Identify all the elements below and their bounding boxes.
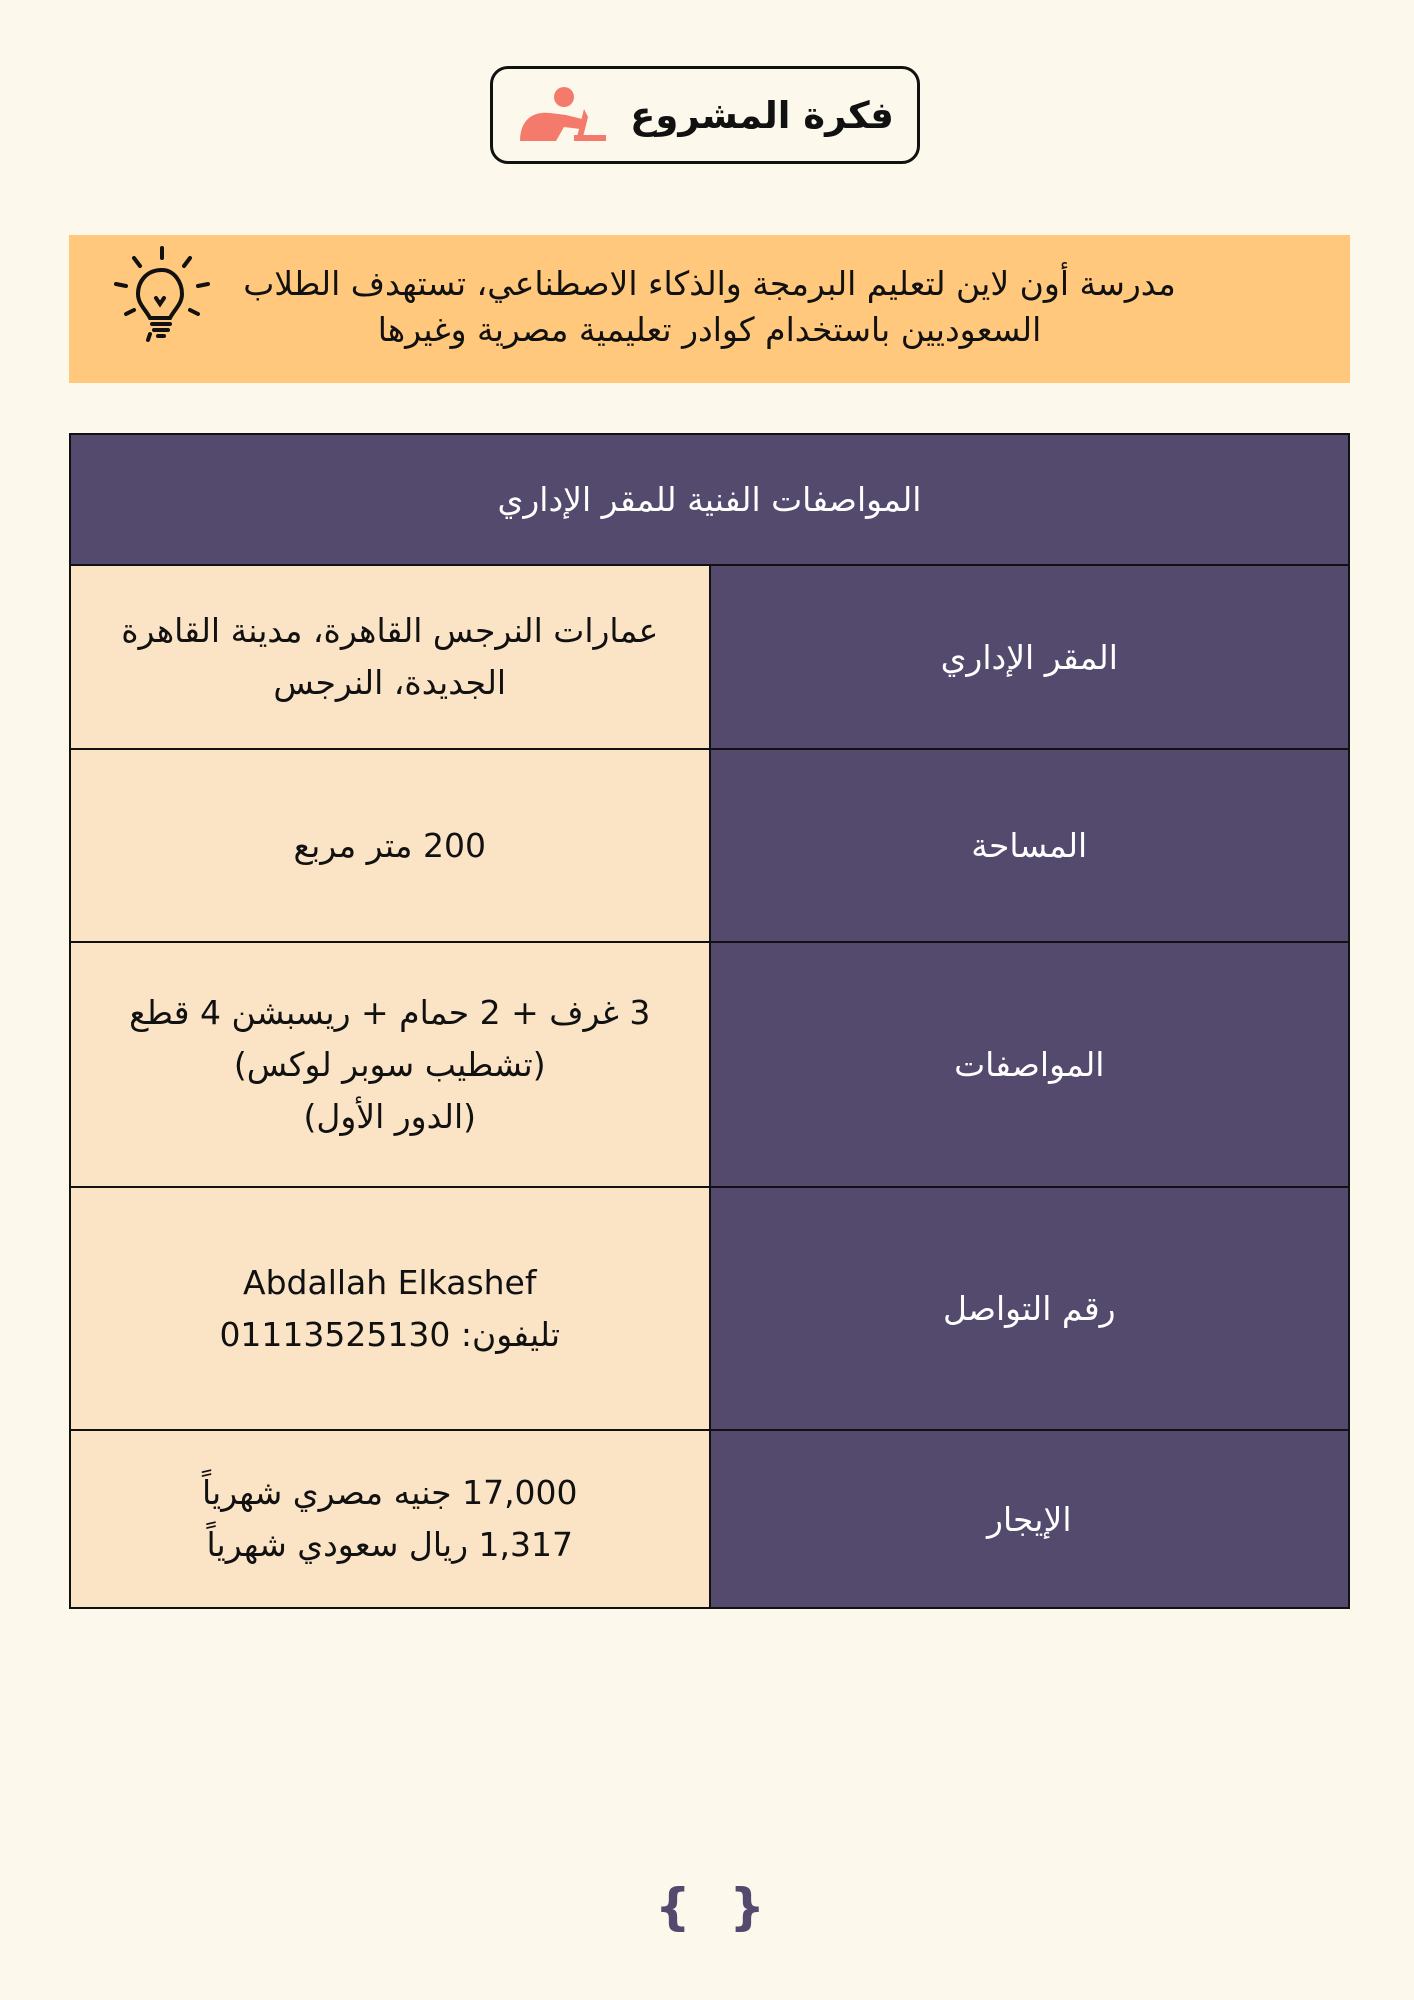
table-title: المواصفات الفنية للمقر الإداري	[70, 434, 1349, 565]
value-line: 3 غرف + 2 حمام + ريسبشن 4 قطع	[129, 992, 651, 1032]
close-brace: }	[729, 1878, 765, 1936]
table-row	[70, 942, 1349, 1187]
row-label: الإيجار	[710, 1430, 1350, 1608]
worker-icon	[516, 85, 608, 145]
value-line: عمارات النرجس القاهرة، مدينة القاهرة الجديدة، النرجس	[121, 611, 659, 702]
value-line: 17,000 جنيه مصري شهرياً	[201, 1473, 578, 1512]
row-value	[70, 749, 710, 942]
value-line: (تشطيب سوبر لوكس)	[233, 1044, 546, 1084]
value-line: Abdallah Elkashef	[243, 1262, 537, 1302]
table-row	[70, 1187, 1349, 1430]
row-label: المواصفات	[710, 942, 1350, 1187]
banner-line-1: مدرسة أون لاين لتعليم البرمجة والذكاء الاصطناعي، تستهدف الطلاب	[243, 264, 1176, 303]
row-value	[70, 1430, 710, 1608]
idea-banner	[69, 235, 1350, 383]
row-label: المقر الإداري	[710, 565, 1350, 749]
banner-text	[209, 261, 1210, 353]
title-box	[490, 66, 920, 164]
row-value	[70, 942, 710, 1187]
value-line: تليفون: 01113525130	[219, 1314, 561, 1354]
banner-line-2: السعوديين باستخدام كوادر تعليمية مصرية وغيرها	[377, 310, 1042, 349]
value-line: 200 متر مربع	[293, 825, 486, 865]
page-title: فكرة المشروع	[630, 93, 894, 137]
row-label: رقم التواصل	[710, 1187, 1350, 1430]
footer-braces	[655, 1878, 765, 1936]
table-row	[70, 1430, 1349, 1608]
value-line: (الدور الأول)	[303, 1096, 477, 1136]
table-row	[70, 565, 1349, 749]
specs-table	[69, 433, 1350, 1609]
row-value	[70, 565, 710, 749]
row-label: المساحة	[710, 749, 1350, 942]
row-value	[70, 1187, 710, 1430]
value-line: 1,317 ريال سعودي شهرياً	[206, 1525, 574, 1564]
table-row	[70, 749, 1349, 942]
lightbulb-icon	[112, 244, 212, 344]
open-brace: {	[655, 1878, 691, 1936]
